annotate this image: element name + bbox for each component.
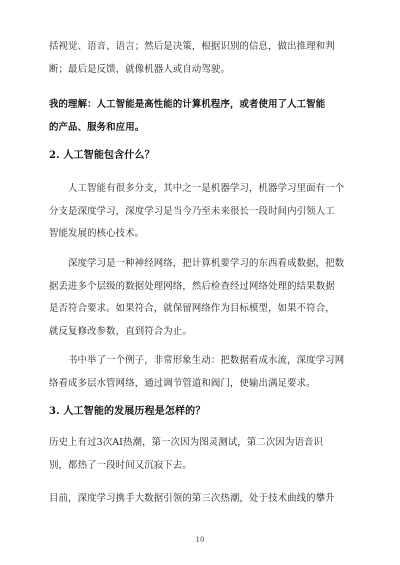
text-line: 别，都热了一段时间又沉寂下去。 bbox=[49, 459, 192, 471]
text-line: 书中举了一个例子，非常形象生动：把数据看成水流，深度学习网 bbox=[68, 355, 345, 366]
section-2-heading bbox=[49, 145, 354, 168]
text-line: 括视觉、语音、语言；然后是决策，根据识别的信息，做出推理和判 bbox=[49, 41, 335, 52]
text-line: 的产品、服务和应用。 bbox=[49, 121, 145, 133]
page-number: 10 bbox=[195, 536, 205, 544]
section-2-paragraph-1 bbox=[49, 178, 354, 246]
text-line: 络看成多层水管网络，通过调节管道和阀门，使输出满足要求。 bbox=[49, 377, 316, 389]
understanding-paragraph bbox=[49, 94, 354, 139]
text-line: 我的理解：人工智能是高性能的计算机程序，或者使用了人工智能 bbox=[49, 99, 326, 110]
section-2-paragraph-2 bbox=[49, 253, 354, 343]
section-3-paragraph-2 bbox=[49, 488, 354, 511]
text-line: 深度学习是一种神经网络，把计算机要学习的东西看成数据，把数 bbox=[68, 258, 345, 269]
text-line: 据丢进多个层级的数据处理网络，然后检查经过网络处理的结果数据 bbox=[49, 280, 335, 292]
text-line: 分支是深度学习，深度学习是当今乃至未来很长一段时间内引领人工 bbox=[49, 205, 335, 217]
text-line: 历史上有过3次AI热潮，第一次因为图灵测试，第二次因为语音识 bbox=[49, 437, 324, 448]
section-3-paragraph-1 bbox=[49, 432, 354, 477]
text-line: 目前，深度学习携手大数据引领的第三次热潮，处于技术曲线的攀升 bbox=[49, 493, 335, 504]
heading-text: 3. 人工智能的发展历程是怎样的？ bbox=[49, 406, 206, 417]
text-line: 是否符合要求。如果符合，就保留网络作为目标模型，如果不符合， bbox=[49, 303, 335, 314]
text-line: 智能发展的核心技术。 bbox=[49, 228, 145, 239]
section-3-heading bbox=[49, 401, 354, 424]
text-line: 断；最后是反馈，就像机器人或自动驾驶。 bbox=[49, 63, 230, 75]
heading-text: 2. 人工智能包含什么？ bbox=[49, 150, 155, 161]
section-2-paragraph-3 bbox=[49, 350, 354, 395]
intro-paragraph bbox=[49, 36, 354, 81]
text-line: 人工智能有很多分支，其中之一是机器学习，机器学习里面有一个 bbox=[68, 183, 345, 194]
text-line: 就反复修改参数，直到符合为止。 bbox=[49, 325, 192, 337]
